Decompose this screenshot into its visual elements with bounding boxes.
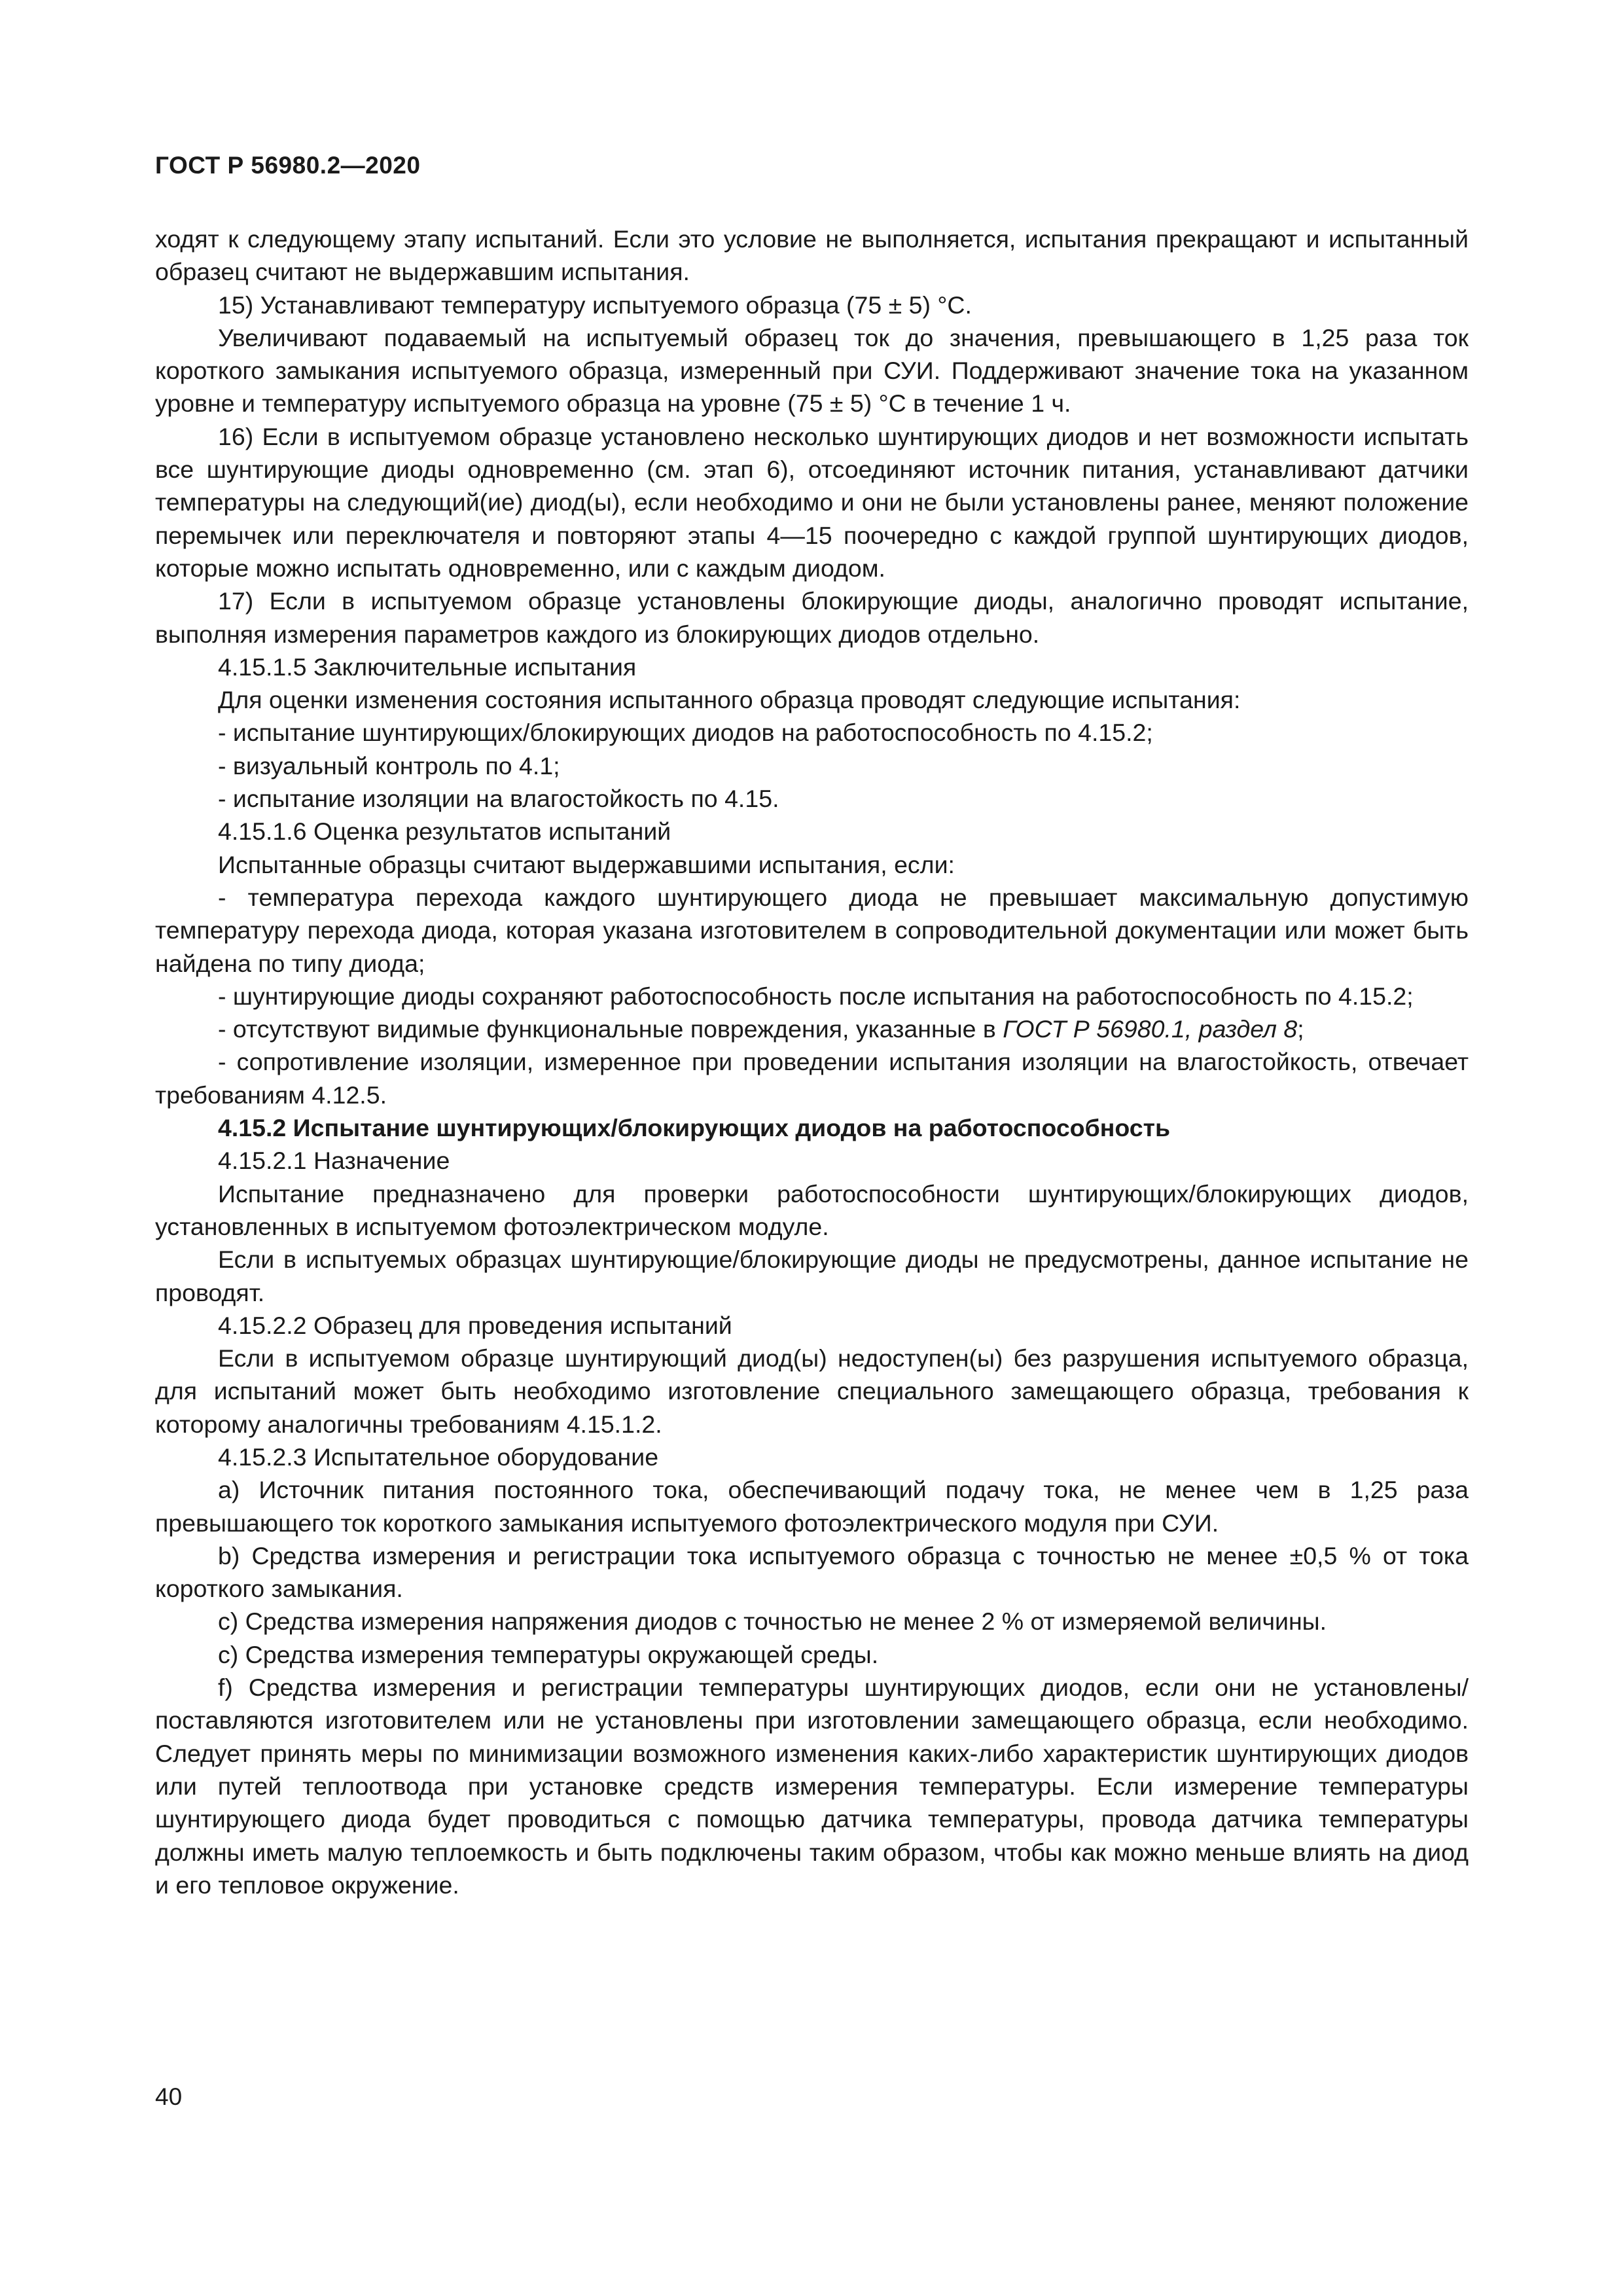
list-item: - испытание шунтирующих/блокирующих диодов на работоспособность по 4.15.2; (218, 719, 1153, 747)
list-item: c) Средства измерения напряжения диодов с точностью не менее 2 % от измеряемой величины. (218, 1607, 1327, 1636)
paragraph: Для оценки изменения состояния испытанного образца проводят следующие испытания: (218, 686, 1241, 714)
list-item: - визуальный контроль по 4.1; (218, 751, 560, 780)
list-item: f) Средства измерения и регистрации температуры шунтирующих диодов, если они не установлены/поставляются изготовителем или не установлены при изготовлении замещающего образца, если необходимо. Следует принять меры по минимизации возможного изменения каких-либо характеристик шунтирующих диодов или путей теплоотвода при установке средств измерения температуры. Если измерение температуры шунтирующего диода будет проводиться с помощью датчика температуры, провода датчика температуры должны иметь малую теплоемкость и быть подключены таким образом, чтобы как можно меньше влиять на диод и его тепловое окружение. (155, 1674, 1469, 1899)
paragraph: 16) Если в испытуемом образце установлено несколько шунтирующих диодов и нет возможности испытать все шунтирующие диоды одновременно (см. этап 6), отсоединяют источник питания, устанавливают датчики температуры на следующий(ие) диод(ы), если необходимо и они не были установлены ранее, меняют положение перемычек или переключателя и повторяют этапы 4—15 поочередно с каждой группой шунтирующих диодов, которые можно испытать одновременно, или с каждым диодом. (155, 422, 1469, 582)
document-header: ГОСТ Р 56980.2—2020 (155, 152, 421, 179)
list-item: - шунтирующие диоды сохраняют работоспособность после испытания на работоспособность по 4.15.2; (218, 982, 1414, 1010)
list-item-text: - отсутствуют видимые функциональные повреждения, указанные в (218, 1015, 1003, 1043)
section-heading: 4.15.2.2 Образец для проведения испытаний (218, 1311, 732, 1339)
list-item: c) Средства измерения температуры окружающей среды. (218, 1640, 879, 1668)
paragraph: Испытание предназначено для проверки работоспособности шунтирующих/блокирующих диодов, установленных в испытуемом фотоэлектрическом модуле. (155, 1179, 1469, 1240)
standard-reference: ГОСТ Р 56980.1, раздел 8 (1003, 1015, 1298, 1043)
page-number: 40 (155, 2083, 183, 2110)
list-item: a) Источник питания постоянного тока, обеспечивающий подачу тока, не менее чем в 1,25 раза превышающего ток короткого замыкания испытуемого фотоэлектрического модуля при СУИ. (155, 1476, 1469, 1537)
list-item-text: ; (1297, 1015, 1304, 1043)
paragraph: ходят к следующему этапу испытаний. Если это условие не выполняется, испытания прекращают и испытанный образец считают не выдержавшим испытания. (155, 225, 1469, 286)
paragraph: Если в испытуемых образцах шунтирующие/блокирующие диоды не предусмотрены, данное испытание не проводят. (155, 1246, 1469, 1306)
section-heading: 4.15.2.3 Испытательное оборудование (218, 1443, 659, 1471)
section-heading: 4.15.1.5 Заключительные испытания (218, 653, 637, 681)
section-title: 4.15.2 Испытание шунтирующих/блокирующих диодов на работоспособность (218, 1114, 1171, 1142)
paragraph: Испытанные образцы считают выдержавшими испытания, если: (218, 850, 955, 878)
document-body (155, 223, 1469, 1901)
list-item: - испытание изоляции на влагостойкость по 4.15. (218, 785, 779, 813)
list-item: b) Средства измерения и регистрации тока испытуемого образца с точностью не менее ±0,5 % от тока короткого замыкания. (155, 1541, 1469, 1603)
section-heading: 4.15.2.1 Назначение (218, 1147, 450, 1175)
list-item: - температура перехода каждого шунтирующего диода не превышает максимальную допустимую температуру перехода диода, которая указана изготовителем в сопроводительной документации или может быть найдена по типу диода; (155, 883, 1469, 977)
list-item: - сопротивление изоляции, измеренное при проведении испытания изоляции на влагостойкость, отвечает требованиям 4.12.5. (155, 1048, 1469, 1109)
paragraph: Если в испытуемом образце шунтирующий диод(ы) недоступен(ы) без разрушения испытуемого образца, для испытаний может быть необходимо изготовление специального замещающего образца, требования к которому аналогичны требованиям 4.15.1.2. (155, 1344, 1469, 1438)
paragraph: Увеличивают подаваемый на испытуемый образец ток до значения, превышающего в 1,25 раза ток короткого замыкания испытуемого образца, измеренный при СУИ. Поддерживают значение тока на указанном уровне и температуру испытуемого образца на уровне (75 ± 5) °С в течение 1 ч. (155, 323, 1469, 418)
paragraph: 15) Устанавливают температуру испытуемого образца (75 ± 5) °С. (218, 291, 972, 319)
list-item (155, 1013, 1469, 1045)
paragraph: 17) Если в испытуемом образце установлены блокирующие диоды, аналогично проводят испытание, выполняя измерения параметров каждого из блокирующих диодов отдельно. (155, 587, 1469, 648)
section-heading: 4.15.1.6 Оценка результатов испытаний (218, 817, 671, 846)
